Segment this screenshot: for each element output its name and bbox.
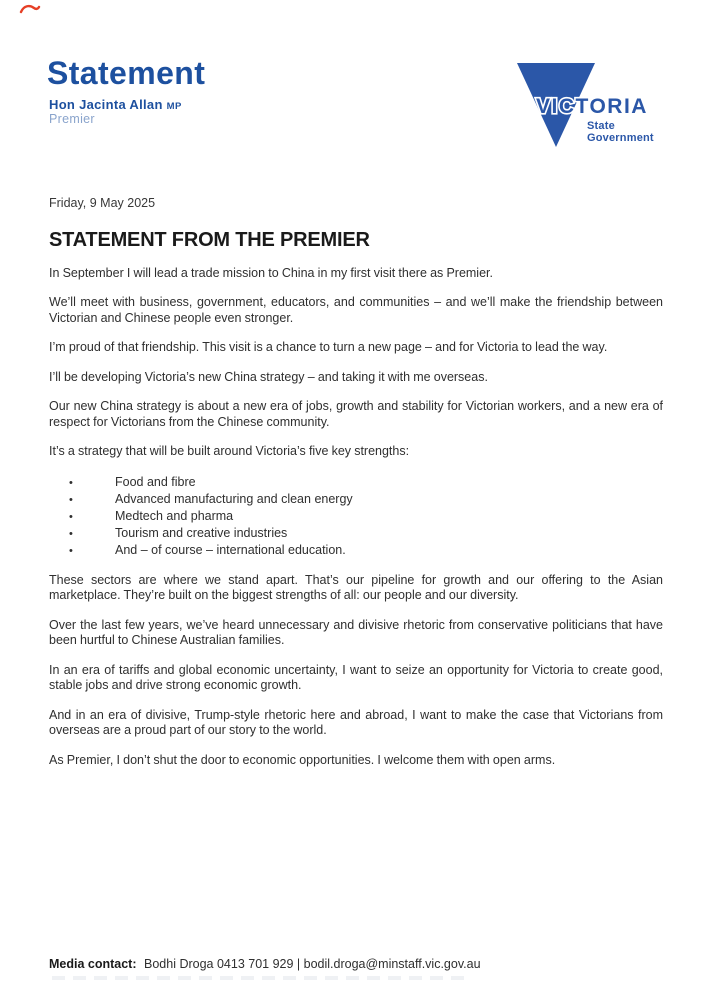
paragraph-closing-5: As Premier, I don’t shut the door to economic opportunities. I welcome them with open arms. [49, 752, 556, 767]
author-name [49, 97, 182, 112]
media-contact-label: Media contact: [49, 957, 137, 971]
paragraph-intro-3: I’m proud of that friendship. This visit is a chance to turn a new page – and for Victoria to lead the way. [49, 340, 608, 354]
logo-sub-line-2: Government [587, 132, 654, 144]
list-item [49, 542, 663, 559]
masthead-title: Statement [47, 55, 206, 91]
page-title: STATEMENT FROM THE PREMIER [49, 228, 370, 251]
scan-artifact-line [52, 976, 468, 980]
logo-wordmark: VICTORIA [536, 95, 648, 118]
paragraph-intro-6: It’s a strategy that will be built around Victoria’s five key strengths: [49, 444, 410, 458]
paragraph-closing-1: These sectors are where we stand apart. That’s our pipeline for growth and our offering to the Asian marketplace. They’re built on the biggest strengths of all: our people and our diversity. [49, 572, 663, 602]
victoria-state-government-logo [513, 59, 665, 149]
author-name-text: Hon Jacinta Allan [49, 97, 163, 112]
red-pen-mark-icon [19, 3, 41, 15]
paragraph-intro-5: Our new China strategy is about a new era of jobs, growth and stability for Victorian workers, and a new era of respect for Victorians from the Chinese community. [49, 399, 663, 429]
author-postnominal: MP [166, 101, 182, 112]
list-item [49, 525, 663, 542]
paragraph-closing-2: Over the last few years, we’ve heard unnecessary and divisive rhetoric from conservative politicians that have been hurtful to Chinese Australian families. [49, 617, 663, 647]
media-contact-value: Bodhi Droga 0413 701 929 | bodil.droga@minstaff.vic.gov.au [144, 957, 481, 971]
paragraph-closing-3: In an era of tariffs and global economic uncertainty, I want to seize an opportunity for Victoria to create good, stable jobs and drive strong economic growth. [49, 662, 663, 692]
list-item [49, 474, 663, 491]
list-item-label: Tourism and creative industries [115, 525, 288, 540]
bullet-icon: • [69, 476, 73, 489]
bullet-icon: • [69, 493, 73, 506]
document-date: Friday, 9 May 2025 [49, 196, 156, 210]
list-item-label: Food and fibre [115, 474, 196, 489]
key-strengths-list [49, 474, 663, 559]
bullet-icon: • [69, 527, 73, 540]
logo-sub-line-1: State [587, 120, 615, 132]
list-item [49, 508, 663, 525]
bullet-icon: • [69, 544, 73, 557]
list-item-label: And – of course – international education. [115, 542, 346, 557]
paragraph-closing-4: And in an era of divisive, Trump-style rhetoric here and abroad, I want to make the case that Victorians from overseas are a proud part of our story to the world. [49, 707, 663, 737]
list-item-label: Medtech and pharma [115, 508, 234, 523]
paragraph-intro-4: I’ll be developing Victoria’s new China strategy – and taking it with me overseas. [49, 369, 488, 384]
list-item [49, 491, 663, 508]
author-role: Premier [49, 112, 95, 126]
paragraph-intro-2: We’ll meet with business, government, educators, and communities – and we’ll make the friendship between Victorian and Chinese people even stronger. [49, 295, 663, 325]
bullet-icon: • [69, 510, 73, 523]
document-body [49, 196, 663, 782]
list-item-label: Advanced manufacturing and clean energy [115, 491, 353, 506]
media-contact-line [49, 957, 481, 971]
paragraph-intro-1: In September I will lead a trade mission to China in my first visit there as Premier. [49, 265, 493, 280]
